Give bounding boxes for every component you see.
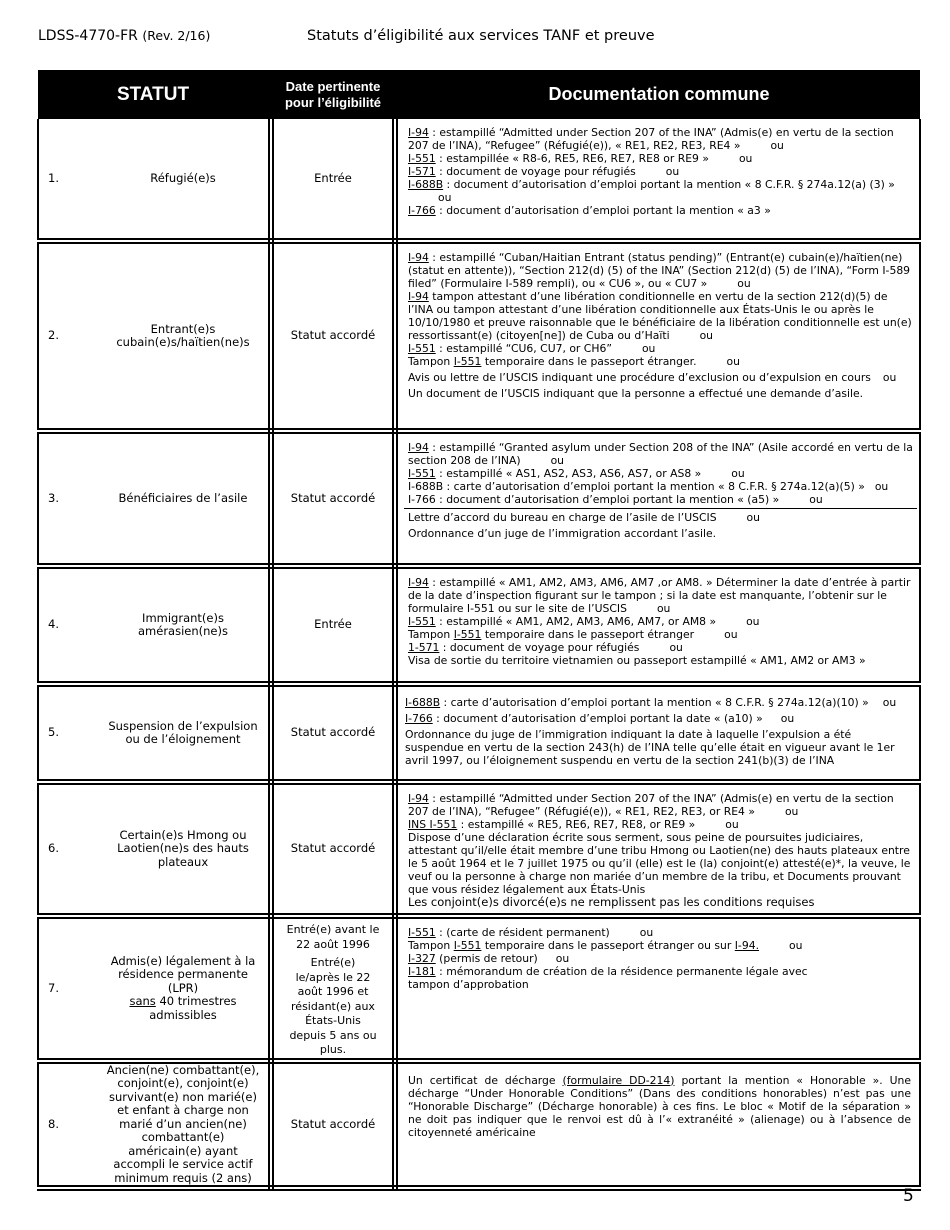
doc-line <box>408 480 913 493</box>
row-date: Statut accordé <box>271 684 395 782</box>
doc-line <box>408 1074 911 1139</box>
doc-text: Ordonnance du juge de l’immigration indiquant la date à laquelle l’expulsion a été suspendue en vertu de la section 243(h) de l’INA telle qu’elle était en vigueur avant le 1er avril 1997, ou l’éloignement suspendu en vertu de la section 241(b)(3) de l’INA <box>405 728 895 767</box>
doc-code: I-571 <box>408 165 436 178</box>
row-statut-line: Immigrant(e)s <box>142 610 224 625</box>
doc-ou: ou <box>780 712 795 725</box>
form-id-text: LDSS-4770-FR <box>38 28 138 44</box>
doc-ou: ou <box>882 696 897 709</box>
row-number: 8. <box>38 1061 98 1189</box>
doc-ou: ou <box>555 952 570 965</box>
table-row <box>38 782 920 916</box>
row-statut <box>98 241 271 431</box>
doc-line <box>408 387 913 400</box>
doc-ou: ou <box>641 342 656 355</box>
row-statut-line: ou de l’éloignement <box>125 732 241 746</box>
doc-text: I-766 : document d’autorisation d’emploi portant la mention « (a5) » <box>408 493 780 506</box>
doc-ou: ou <box>550 454 565 467</box>
doc-code: I-551 <box>453 628 482 641</box>
row-date: Entrée <box>271 119 395 241</box>
doc-text: : estampillé “Admitted under Section 207 of the INA” (Admis(e) en vertu de la section 207 de l’INA), “Refugee” (Réfugié(e)), « RE1, RE2, RE3, RE4 » <box>408 126 894 152</box>
row-number: 2. <box>38 241 98 431</box>
doc-code: I-94 <box>408 126 429 139</box>
doc-code: INS I-551 <box>408 818 458 831</box>
doc-line <box>405 712 913 725</box>
doc-text: Tampon <box>408 355 454 368</box>
doc-ou: ou <box>746 511 760 524</box>
doc-text: : (carte de résident permanent) <box>435 926 610 939</box>
row-date: Statut accordé <box>271 431 395 566</box>
doc-line <box>408 654 913 667</box>
doc-code: I-327 <box>408 952 436 965</box>
doc-ou: ou <box>726 355 740 368</box>
row-statut <box>98 566 271 684</box>
doc-line <box>408 467 913 480</box>
doc-line <box>408 355 913 368</box>
doc-text: (permis de retour) <box>435 952 538 965</box>
eligibility-table <box>37 70 921 1191</box>
row-documentation <box>395 119 920 241</box>
doc-line <box>408 818 913 831</box>
row-number: 7. <box>38 916 98 1061</box>
doc-text: temporaire dans le passeport étranger. <box>481 355 697 368</box>
row-statut <box>98 684 271 782</box>
doc-ou: ou <box>639 926 654 939</box>
doc-ou: ou <box>770 139 784 152</box>
doc-ou: ou <box>789 939 803 952</box>
row-date-after: Entré(e) le/après le 22 août 1996 et résidant(e) aux États-Unis depuis 5 ans ou plus. <box>289 956 377 1056</box>
doc-text: temporaire dans le passeport étranger <box>481 628 695 641</box>
doc-ou: ou <box>725 818 739 831</box>
row-number: 6. <box>38 782 98 916</box>
doc-ou: ou <box>665 165 680 178</box>
doc-text: Lettre d’accord du bureau en charge de l’asile de l’USCIS <box>408 511 717 524</box>
doc-text: : document d’autorisation d’emploi portant la mention « a3 » <box>435 204 771 217</box>
row-date: Statut accordé <box>271 782 395 916</box>
table-row <box>38 431 920 566</box>
doc-line <box>408 493 913 506</box>
doc-text: : estampillé « AM1, AM2, AM3, AM6, AM7 ,or AM8. » Déterminer la date d’entrée à partir de la date d’inspection figurant sur le tampon ; si la date est manquante, l’obtenir sur le formulaire I-551 ou sur le site de l’USCIS <box>408 576 911 615</box>
doc-text: : mémorandum de création de la résidence permanente légale avec tampon d’approbation <box>408 965 808 991</box>
row-number: 5. <box>38 684 98 782</box>
row-statut <box>98 916 271 1061</box>
row-number: 1. <box>38 119 98 241</box>
row-documentation <box>395 566 920 684</box>
form-id <box>38 28 210 44</box>
page-number: 5 <box>903 1186 914 1206</box>
doc-line <box>408 628 913 641</box>
doc-ou: ou <box>737 277 751 290</box>
doc-code: I-94 <box>408 576 429 589</box>
doc-code: I-551 <box>453 939 482 952</box>
doc-code: I-94 <box>408 251 429 264</box>
row-date-before: Entré(e) avant le 22 août 1996 <box>286 923 380 951</box>
table-row <box>38 684 920 782</box>
column-header-documentation: Documentation commune <box>395 70 920 119</box>
row-statut-line: amérasien(ne)s <box>138 624 228 638</box>
doc-ou: ou <box>746 615 760 628</box>
row-statut-line: Certain(e)s Hmong ou <box>119 827 247 842</box>
doc-ou: ou <box>784 805 799 818</box>
doc-ou: ou <box>669 641 683 654</box>
doc-code: I-551 <box>408 342 436 355</box>
doc-code: I-766 <box>408 204 436 217</box>
doc-code: I-551 <box>453 355 482 368</box>
doc-text: Visa de sortie du territoire vietnamien ou passeport estampillé « AM1, AM2 or AM3 » <box>408 654 866 667</box>
doc-line <box>408 615 913 628</box>
doc-line <box>408 641 913 654</box>
doc-text: : estampillé « AS1, AS2, AS3, AS6, AS7, or AS8 » <box>435 467 702 480</box>
doc-line <box>404 508 917 524</box>
doc-ou: ou <box>731 467 745 480</box>
doc-text: portant la mention « Honorable ». Une décharge “Under Honorable Conditions” (Dans des conditions honorables) n’est pas une “Honorable Discharge” (Décharge honorable) à ces fins. Le bloc « Motif de la séparation » ne doit pas indiquer que le renvoi est dû à l’« extranéité » (alienage) ou à l’absence de citoyenneté américaine <box>408 1073 912 1139</box>
row-statut-line: Admis(e) légalement à la <box>110 953 256 968</box>
doc-ou: ou <box>882 371 897 384</box>
doc-line <box>408 441 913 467</box>
row-statut-line: cubain(e)s/haïtien(ne)s <box>116 335 250 349</box>
doc-text: Un certificat de décharge <box>408 1073 563 1087</box>
doc-line <box>408 152 913 165</box>
doc-text: : estampillé « RE5, RE6, RE7, RE8, or RE9 » <box>457 818 696 831</box>
row-statut-line: résidence permanente (LPR) <box>118 967 248 995</box>
column-header-date <box>271 70 395 119</box>
doc-line <box>408 165 913 178</box>
doc-line <box>408 926 913 939</box>
doc-text: Ordonnance d’un juge de l’immigration accordant l’asile. <box>408 527 717 540</box>
row-number: 3. <box>38 431 98 566</box>
row-number: 4. <box>38 566 98 684</box>
doc-line <box>408 896 913 909</box>
doc-line <box>408 342 913 355</box>
doc-line <box>408 251 913 290</box>
doc-line <box>408 126 913 152</box>
doc-text: temporaire dans le passeport étranger ou sur <box>481 939 735 952</box>
doc-code: I-551 <box>408 467 436 480</box>
doc-line <box>408 178 913 204</box>
table-row <box>38 241 920 431</box>
row-statut-text: 40 trimestres admissibles <box>149 994 237 1022</box>
doc-code: I-688B <box>405 696 441 709</box>
doc-line <box>405 728 913 767</box>
doc-line <box>405 696 913 709</box>
row-statut-line: Entrant(e)s <box>150 321 216 336</box>
row-documentation <box>395 782 920 916</box>
row-statut-line: Suspension de l’expulsion <box>108 718 258 733</box>
column-header-statut: STATUT <box>38 70 271 119</box>
doc-line <box>408 576 913 615</box>
row-date: Statut accordé <box>271 241 395 431</box>
doc-text: I-688B : carte d’autorisation d’emploi portant la mention « 8 C.F.R. § 274a.12(a)(5) » <box>408 480 865 493</box>
form-revision: (Rev. 2/16) <box>142 28 211 43</box>
doc-text: Avis ou lettre de l’USCIS indiquant une procédure d’exclusion ou d’expulsion en cours <box>408 371 871 384</box>
doc-text: : carte d’autorisation d’emploi portant la mention « 8 C.F.R. § 274a.12(a)(10) » <box>440 696 869 709</box>
doc-line <box>408 965 913 991</box>
column-header-date-line2: pour l’éligibilité <box>284 94 382 110</box>
doc-line <box>408 290 913 342</box>
doc-code: I-688B <box>408 178 444 191</box>
doc-code: I-551 <box>408 152 436 165</box>
doc-text: : estampillé “Admitted under Section 207 of the INA” (Admis(e) en vertu de la section 207 de l’INA), “Refugee” (Réfugié(e)), « RE1, RE2, RE3, or RE4 » <box>408 792 894 818</box>
row-date <box>271 916 395 1061</box>
doc-text: : estampillé “Granted asylum under Section 208 of the INA” (Asile accordé en vertu de la section 208 de l’INA) <box>408 441 913 467</box>
doc-text: : document d’autorisation d’emploi portant la date « (a10) » <box>432 712 763 725</box>
doc-line <box>408 792 913 818</box>
doc-ou: ou <box>874 480 889 493</box>
doc-code: I-551 <box>408 926 436 939</box>
table-row <box>38 566 920 684</box>
doc-line <box>408 939 913 952</box>
column-header-date-line1: Date pertinente <box>285 78 381 94</box>
doc-code: I-766 <box>405 712 433 725</box>
table-row <box>38 916 920 1061</box>
doc-text: Tampon <box>408 939 454 952</box>
doc-code: 1-571 <box>408 641 440 654</box>
row-documentation <box>395 684 920 782</box>
row-date: Statut accordé <box>271 1061 395 1189</box>
doc-text: Dispose d’une déclaration écrite sous serment, sous peine de poursuites judiciaires, attestant qu’il/elle était membre d’une tribu Hmong ou Laotien(ne) des hauts plateaux entre le 5 août 1964 et le 7 juillet 1975 ou qu’il (elle) est le (la) conjoint(e) attesté(e)*, la veuve, le veuf ou la personne à charge non mariée d’un membre de la tribu, et Documents prouvant que vous résidez légalement aux États-Unis <box>408 831 911 896</box>
doc-line <box>408 204 913 217</box>
doc-line <box>408 371 913 384</box>
doc-line <box>408 952 913 965</box>
row-statut-line: Laotien(ne)s des hauts plateaux <box>117 841 249 869</box>
row-date: Entrée <box>271 566 395 684</box>
row-statut-line <box>102 995 264 1022</box>
doc-code: I-94 <box>408 441 429 454</box>
doc-text: : document d’autorisation d’emploi portant la mention « 8 C.F.R. § 274a.12(a) (3) » <box>443 178 895 191</box>
doc-text: : estampillée « R8-6, RE5, RE6, RE7, RE8 or RE9 » <box>435 152 709 165</box>
row-documentation <box>395 916 920 1061</box>
doc-text: Tampon <box>408 628 454 641</box>
doc-code: I-94 <box>408 290 429 303</box>
row-statut <box>98 782 271 916</box>
table-row <box>38 1061 920 1189</box>
doc-ou: ou <box>738 152 753 165</box>
table-row <box>38 119 920 241</box>
doc-text: : estampillé “CU6, CU7, or CH6” <box>435 342 612 355</box>
doc-ou: ou <box>699 329 714 342</box>
doc-text: : estampillé “Cuban/Haitian Entrant (status pending)” (Entrant(e) cubain(e)/haïtien(ne) (statut en attente)), “Section 212(d) (5) of the INA” (Section 212(d) (5) de l’INA), “Form I-589 filed” (Formulaire I-589 rempli), ou « CU6 », ou « CU7 » <box>408 251 911 290</box>
doc-text: : document de voyage pour réfugiés <box>435 165 636 178</box>
row-statut: Réfugié(e)s <box>98 119 271 241</box>
row-documentation <box>395 241 920 431</box>
doc-line <box>408 831 913 896</box>
row-documentation <box>395 1061 920 1189</box>
doc-ou: ou <box>724 628 738 641</box>
doc-code: I-181 <box>408 965 436 978</box>
table-header-row <box>38 70 920 119</box>
row-documentation <box>395 431 920 566</box>
document-title: Statuts d’éligibilité aux services TANF et preuve <box>307 28 655 44</box>
row-statut: Bénéficiaires de l’asile <box>98 431 271 566</box>
doc-line <box>408 527 913 540</box>
doc-text: tampon attestant d’une libération conditionnelle en vertu de la section 212(d)(5) de l’INA ou tampon attestant d’une libération conditionnelle aux États-Unis le ou après le 10/10/1980 et preuve raisonnable que le bénéficiaire de la libération conditionnelle est un(e) ressortissant(e) (citoyen[ne]) de Cuba ou d’Haïti <box>408 290 912 342</box>
doc-code: I-94. <box>734 939 760 952</box>
doc-ou: ou <box>809 493 823 506</box>
doc-code: I-551 <box>408 615 436 628</box>
doc-text: : estampillé « AM1, AM2, AM3, AM6, AM7, or AM8 » <box>435 615 717 628</box>
page-header <box>38 28 918 48</box>
doc-text: : document de voyage pour réfugiés <box>439 641 640 654</box>
row-statut: Ancien(ne) combattant(e), conjoint(e), conjoint(e) survivant(e) non marié(e) et enfant à charge non marié d’un ancien(ne) combattant(e) américain(e) ayant accompli le service actif minimum requis (2 ans) <box>98 1061 271 1189</box>
doc-ou: ou <box>438 191 452 204</box>
row-statut-underlined: sans <box>129 994 156 1008</box>
doc-code: (formulaire DD-214) <box>562 1073 675 1087</box>
doc-text: Les conjoint(e)s divorcé(e)s ne remplissent pas les conditions requises <box>408 895 815 909</box>
doc-text: Un document de l’USCIS indiquant que la personne a effectué une demande d’asile. <box>408 387 864 400</box>
doc-code: I-94 <box>408 792 429 805</box>
doc-ou: ou <box>656 602 671 615</box>
